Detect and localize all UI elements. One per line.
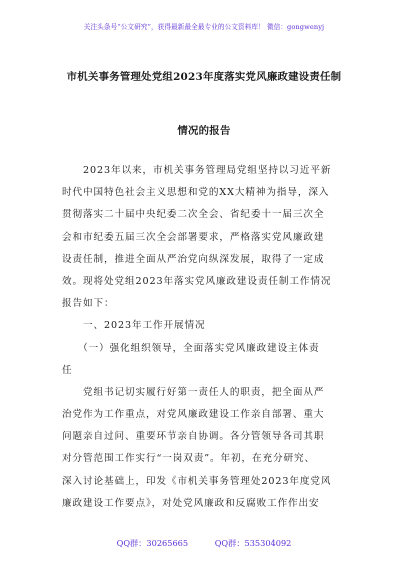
subsection-heading-cont: 任 [62, 364, 73, 376]
section-heading: 一、2023年工作开展情况 [62, 320, 206, 332]
footer-qq-group-2: QQ群：535304092 [214, 538, 292, 548]
body-line: 廉政建设工作要点》，对处党风廉政和反腐败工作作出安 [62, 497, 320, 509]
body-line: 问题亲自过问、重要环节亲自协调。各分管领导各司其职 [62, 431, 325, 443]
body-line: 2023年以来，市机关事务管理局党组坚持以习近平新 [62, 165, 332, 176]
body-line: 深入讨论基础上，印发《市机关事务管理处2023年度党风 [62, 475, 332, 487]
document-body [62, 160, 348, 515]
subsection-heading: （一）强化组织领导，全面落实党风廉政建设主体责 [62, 342, 320, 354]
header-promo-note: 关注头条号“公文研究”，获得最新最全最专业的公文资料库！ 微信：gongwenyj [83, 23, 325, 31]
body-line: 会和市纪委五届三次全会部署要求，严格落实党风廉政建 [62, 231, 325, 243]
body-line: 设责任制，推进全面从严治党向纵深发展，取得了一定成 [62, 253, 325, 265]
footer-qq-group-1: QQ群：30265665 [116, 538, 189, 548]
document-title-line-2: 情况的报告 [177, 125, 231, 137]
body-line: 治党作为工作重点，对党风廉政建设工作亲自部署、重大 [62, 409, 325, 421]
body-line: 对分管范围工作实行“一岗双责”。年初，在充分研究、 [62, 453, 315, 465]
body-line: 贯彻落实二十届中央纪委二次全会、省纪委十一届三次全 [62, 209, 325, 221]
body-line: 效。现将处党组2023年落实党风廉政建设责任制工作情况 [62, 275, 332, 287]
footer-contacts [0, 538, 408, 549]
body-line: 时代中国特色社会主义思想和党的XX大精神为指导，深入 [62, 187, 330, 199]
body-line: 党组书记切实履行好第一责任人的职责，把全面从严 [62, 386, 325, 398]
body-line: 报告如下： [62, 298, 115, 310]
document-title-line-1: 市机关事务管理处党组2023年度落实党风廉政建设责任制 [66, 71, 342, 83]
